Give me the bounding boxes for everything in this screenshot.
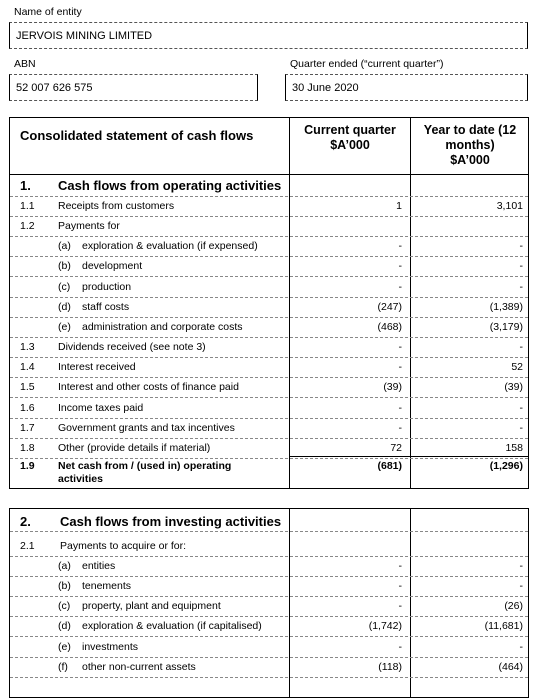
section-1-number: 1. <box>20 178 31 193</box>
investing-cash-flow-table <box>9 508 529 698</box>
row-label: investments <box>82 640 139 653</box>
row-label: staff costs <box>82 300 130 313</box>
total-label-line1: Net cash from / (used in) operating <box>58 460 232 472</box>
abn-label: ABN <box>14 58 36 70</box>
col-ytd-line1: Year to date (12 <box>423 123 517 137</box>
row-year-to-date: (39) <box>504 381 523 394</box>
row-label: other non-current assets <box>82 660 196 673</box>
row-current-quarter: - <box>398 401 402 414</box>
row-current-quarter: - <box>398 640 402 653</box>
row-current-quarter: (39) <box>383 381 402 394</box>
col-ytd-line2: months) <box>445 138 495 152</box>
row-current-quarter: - <box>398 421 402 434</box>
row-number: 1.8 <box>20 441 35 454</box>
row-sub-letter: (e) <box>58 640 71 653</box>
row-current-quarter: (1,742) <box>368 620 402 633</box>
row-label: Income taxes paid <box>58 401 144 414</box>
row-year-to-date: - <box>519 341 523 354</box>
row-number: 1.2 <box>20 220 35 233</box>
row-year-to-date: - <box>519 640 523 653</box>
row-label: Interest received <box>58 361 136 374</box>
row-year-to-date: 3,101 <box>496 200 523 212</box>
row-current-quarter: (468) <box>377 320 402 333</box>
row-year-to-date: - <box>519 560 523 573</box>
row-sub-letter: (c) <box>58 280 71 293</box>
row-sub-letter: (a) <box>58 560 71 573</box>
row-year-to-date: - <box>519 280 523 293</box>
row-current-quarter: 72 <box>390 441 402 454</box>
row-year-to-date: 52 <box>511 361 523 374</box>
row-number: 1.7 <box>20 421 35 434</box>
col-current-line1: Current quarter <box>304 123 396 137</box>
row-label: Payments for <box>58 220 120 233</box>
total-label <box>58 460 231 486</box>
row-label: property, plant and equipment <box>82 600 221 613</box>
row-label: exploration & evaluation (if expensed) <box>82 240 258 253</box>
row-number: 1.6 <box>20 401 35 414</box>
section-2-number: 2. <box>20 514 31 529</box>
col-header-year-to-date <box>411 123 529 168</box>
abn-value: 52 007 626 575 <box>16 81 93 94</box>
row-number: 1.5 <box>20 381 35 394</box>
row-label: exploration & evaluation (if capitalised) <box>82 620 262 633</box>
total-label-line2: activities <box>58 473 103 485</box>
row-label: Dividends received (see note 3) <box>58 341 206 354</box>
entity-value: JERVOIS MINING LIMITED <box>16 29 153 42</box>
row-year-to-date: - <box>519 240 523 253</box>
row-year-to-date: (464) <box>498 660 523 673</box>
total-year-to-date: (1,296) <box>489 460 523 472</box>
row-label: administration and corporate costs <box>82 320 243 333</box>
quarter-field <box>285 74 528 101</box>
section-2-title: Cash flows from investing activities <box>60 514 282 529</box>
entity-label: Name of entity <box>14 6 82 18</box>
row-sub-letter: (e) <box>58 320 71 333</box>
row-sub-letter: (b) <box>58 580 71 593</box>
section-1-title: Cash flows from operating activities <box>58 178 282 193</box>
row-year-to-date: - <box>519 260 523 273</box>
col-current-line2: $A’000 <box>330 138 370 152</box>
row-current-quarter: 1 <box>396 200 402 212</box>
row-label: entities <box>82 560 116 573</box>
row-label: Government grants and tax incentives <box>58 421 235 434</box>
row-current-quarter: - <box>398 280 402 293</box>
row-number: 1.1 <box>20 200 35 212</box>
row-number: 2.1 <box>20 540 35 552</box>
row-year-to-date: (11,681) <box>484 620 523 633</box>
row-current-quarter: - <box>398 580 402 593</box>
row-current-quarter: (247) <box>377 300 402 313</box>
row-sub-letter: (b) <box>58 260 71 273</box>
row-label: tenements <box>82 580 132 593</box>
row-label: production <box>82 280 132 293</box>
row-current-quarter: (118) <box>378 660 402 673</box>
row-label: Payments to acquire or for: <box>60 540 187 552</box>
row-number: 1.4 <box>20 361 35 374</box>
row-year-to-date: (3,179) <box>489 320 523 333</box>
row-year-to-date: - <box>519 421 523 434</box>
quarter-label: Quarter ended (“current quarter”) <box>290 58 444 70</box>
statement-title: Consolidated statement of cash flows <box>20 128 254 143</box>
row-year-to-date: (1,389) <box>489 300 523 313</box>
row-current-quarter: - <box>398 260 402 273</box>
row-current-quarter: - <box>398 341 402 354</box>
row-year-to-date: - <box>519 401 523 414</box>
row-current-quarter: - <box>398 600 402 613</box>
entity-field <box>9 22 528 49</box>
row-current-quarter: - <box>398 560 402 573</box>
row-label: Receipts from customers <box>58 200 175 212</box>
row-label: Interest and other costs of finance paid <box>58 381 239 394</box>
row-sub-letter: (d) <box>58 300 71 313</box>
row-sub-letter: (d) <box>58 620 71 633</box>
row-year-to-date: - <box>519 580 523 593</box>
row-sub-letter: (a) <box>58 240 71 253</box>
total-number: 1.9 <box>20 460 35 472</box>
row-sub-letter: (c) <box>58 600 71 613</box>
operating-cash-flow-table <box>9 117 529 489</box>
row-current-quarter: - <box>398 240 402 253</box>
row-current-quarter: - <box>398 361 402 374</box>
row-year-to-date: 158 <box>505 441 523 454</box>
row-label: Other (provide details if material) <box>58 441 211 454</box>
row-year-to-date: (26) <box>504 600 523 613</box>
col-ytd-line3: $A’000 <box>450 153 490 167</box>
row-sub-letter: (f) <box>58 660 68 673</box>
col-header-current-quarter <box>290 123 410 153</box>
quarter-value: 30 June 2020 <box>292 81 359 94</box>
row-number: 1.3 <box>20 341 35 354</box>
abn-field <box>9 74 258 101</box>
total-current-quarter: (681) <box>377 460 402 472</box>
row-label: development <box>82 260 143 273</box>
